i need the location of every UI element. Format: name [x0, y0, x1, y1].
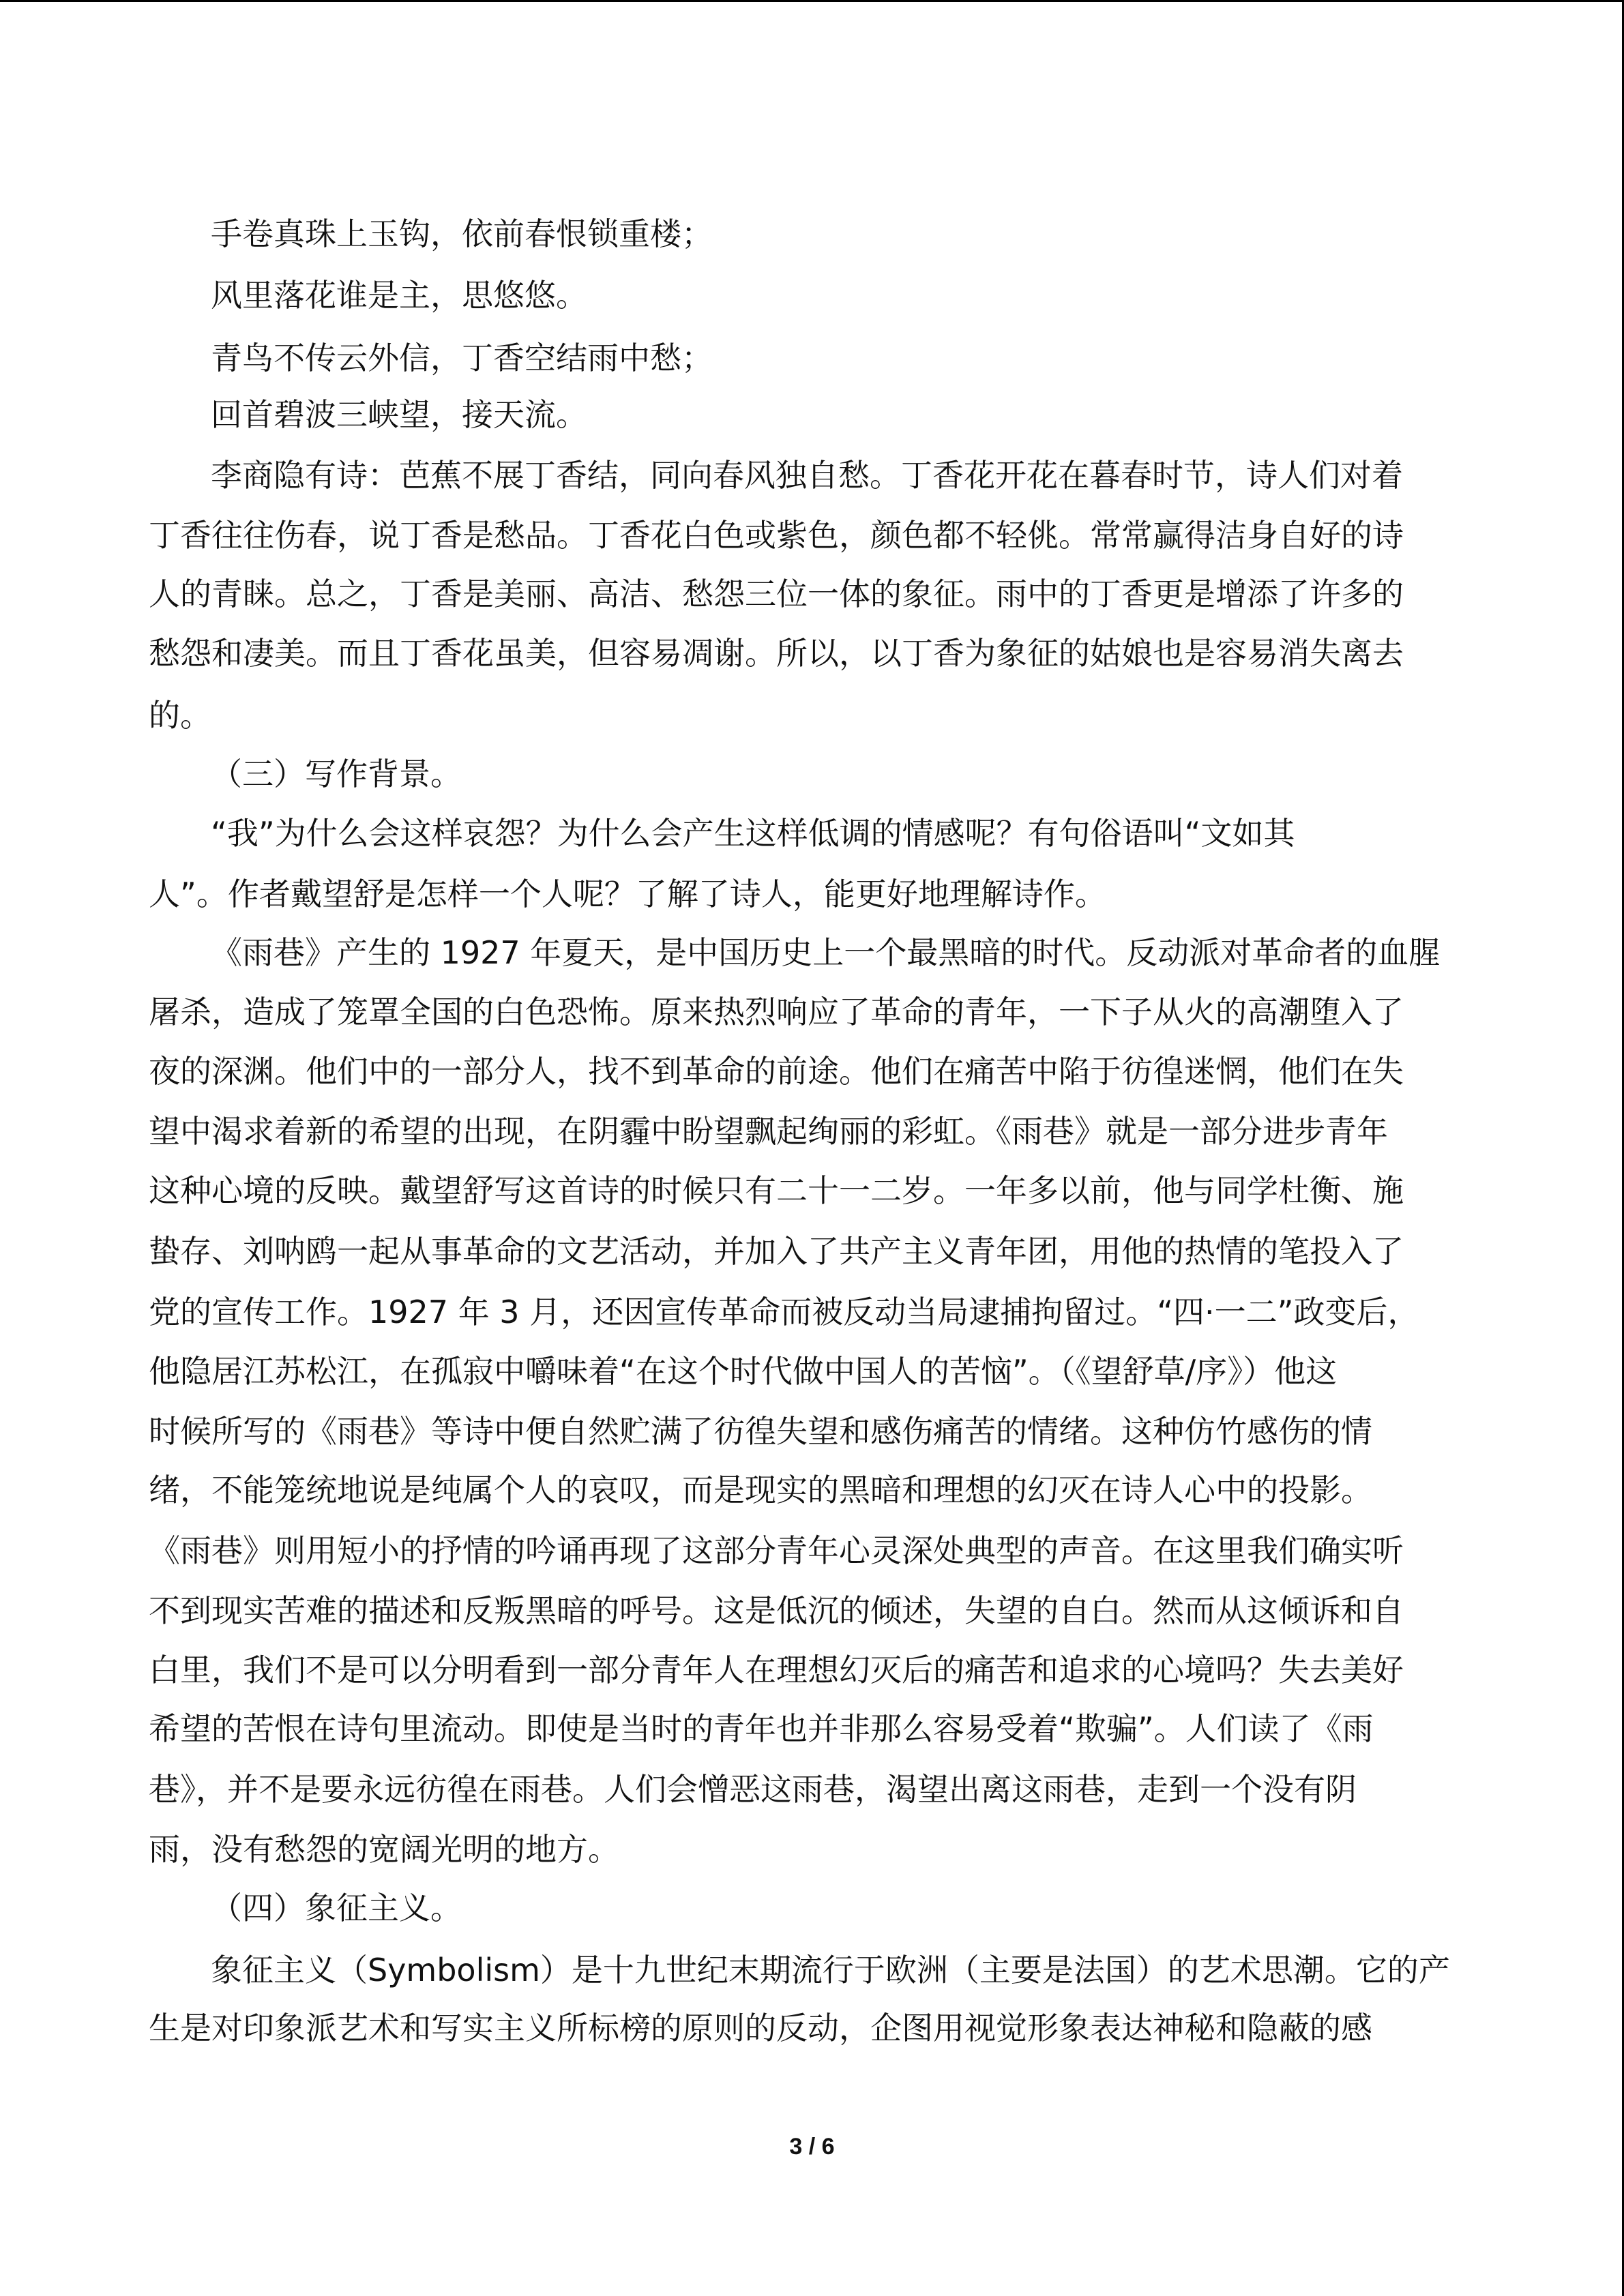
text-line: 巷》，并不是要永远彷徨在雨巷。人们会憎恶这雨巷，渴望出离这雨巷，走到一个没有阴	[149, 1771, 1357, 1808]
poem-line: 回首碧波三峡望，接天流。	[211, 396, 587, 433]
poem-line: 青鸟不传云外信，丁香空结雨中愁；	[211, 340, 713, 376]
page-number: 3 / 6	[789, 2134, 835, 2160]
text-line: 望中渴求着新的希望的出现，在阴霾中盼望飘起绚丽的彩虹。《雨巷》就是一部分进步青年	[149, 1113, 1388, 1150]
text-line: 丁香往往伤春，说丁香是愁品。丁香花白色或紫色，颜色都不轻佻。常常赢得洁身自好的诗	[149, 517, 1404, 554]
text-line: 绪，不能笼统地说是纯属个人的哀叹，而是现实的黑暗和理想的幻灭在诗人心中的投影。	[149, 1472, 1372, 1508]
text-line: 党的宣传工作。1927 年 3 月，还因宣传革命而被反动当局逮捕拘留过。“四·一二”政变后，	[149, 1294, 1419, 1330]
text-line: 愁怨和凄美。而且丁香花虽美，但容易凋谢。所以，以丁香为象征的姑娘也是容易消失离去	[149, 635, 1404, 672]
section-heading: （三）写作背景。	[211, 756, 462, 792]
text-line: 人的青睐。总之，丁香是美丽、高洁、愁怨三位一体的象征。雨中的丁香更是增添了许多的	[149, 576, 1404, 612]
text-line: 李商隐有诗：芭蕉不展丁香结，同向春风独自愁。丁香花开花在暮春时节，诗人们对着	[211, 457, 1403, 494]
text-line: 生是对印象派艺术和写实主义所标榜的原则的反动，企图用视觉形象表达神秘和隐蔽的感	[149, 2010, 1372, 2046]
text-line: 不到现实苦难的描述和反叛黑暗的呼号。这是低沉的倾述，失望的自白。然而从这倾诉和自	[149, 1592, 1404, 1629]
text-line: 人”。作者戴望舒是怎样一个人呢？了解了诗人，能更好地理解诗作。	[149, 876, 1106, 912]
text-line: 这种心境的反映。戴望舒写这首诗的时候只有二十一二岁。一年多以前，他与同学杜衡、施	[149, 1172, 1404, 1209]
text-line: 屠杀，造成了笼罩全国的白色恐怖。原来热烈响应了革命的青年，一下子从火的高潮堕入了	[149, 994, 1404, 1030]
page-top-border	[0, 0, 1624, 2]
text-line: 雨，没有愁怨的宽阔光明的地方。	[149, 1831, 619, 1868]
text-line: 象征主义（Symbolism）是十九世纪末期流行于欧洲（主要是法国）的艺术思潮。它的产	[211, 1952, 1450, 1988]
poem-line: 风里落花谁是主，思悠悠。	[211, 277, 587, 314]
text-line: “我”为什么会这样哀怨？为什么会产生这样低调的情感呢？有句俗语叫“文如其	[211, 815, 1295, 852]
text-line: 时候所写的《雨巷》等诗中便自然贮满了彷徨失望和感伤痛苦的情绪。这种仿竹感伤的情	[149, 1413, 1372, 1450]
section-heading: （四）象征主义。	[211, 1890, 462, 1926]
poem-line: 手卷真珠上玉钩，依前春恨锁重楼；	[211, 215, 713, 252]
text-line: 夜的深渊。他们中的一部分人，找不到革命的前途。他们在痛苦中陷于彷徨迷惘，他们在失	[149, 1053, 1404, 1090]
text-line: 他隐居江苏松江，在孤寂中嚼味着“在这个时代做中国人的苦恼”。（《望舒草/序》）他这	[149, 1353, 1338, 1390]
text-line: 的。	[149, 697, 211, 734]
text-line: 《雨巷》产生的 1927 年夏天，是中国历史上一个最黑暗的时代。反动派对革命者的血腥	[211, 934, 1441, 971]
text-line: 《雨巷》则用短小的抒情的吟诵再现了这部分青年心灵深处典型的声音。在这里我们确实听	[149, 1532, 1404, 1569]
text-line: 希望的苦恨在诗句里流动。即使是当时的青年也并非那么容易受着“欺骗”。人们读了《雨	[149, 1710, 1374, 1747]
text-line: 白里，我们不是可以分明看到一部分青年人在理想幻灭后的痛苦和追求的心境吗？失去美好	[149, 1652, 1404, 1688]
text-line: 蛰存、刘呐鸥一起从事革命的文艺活动，并加入了共产主义青年团，用他的热情的笔投入了	[149, 1233, 1404, 1270]
